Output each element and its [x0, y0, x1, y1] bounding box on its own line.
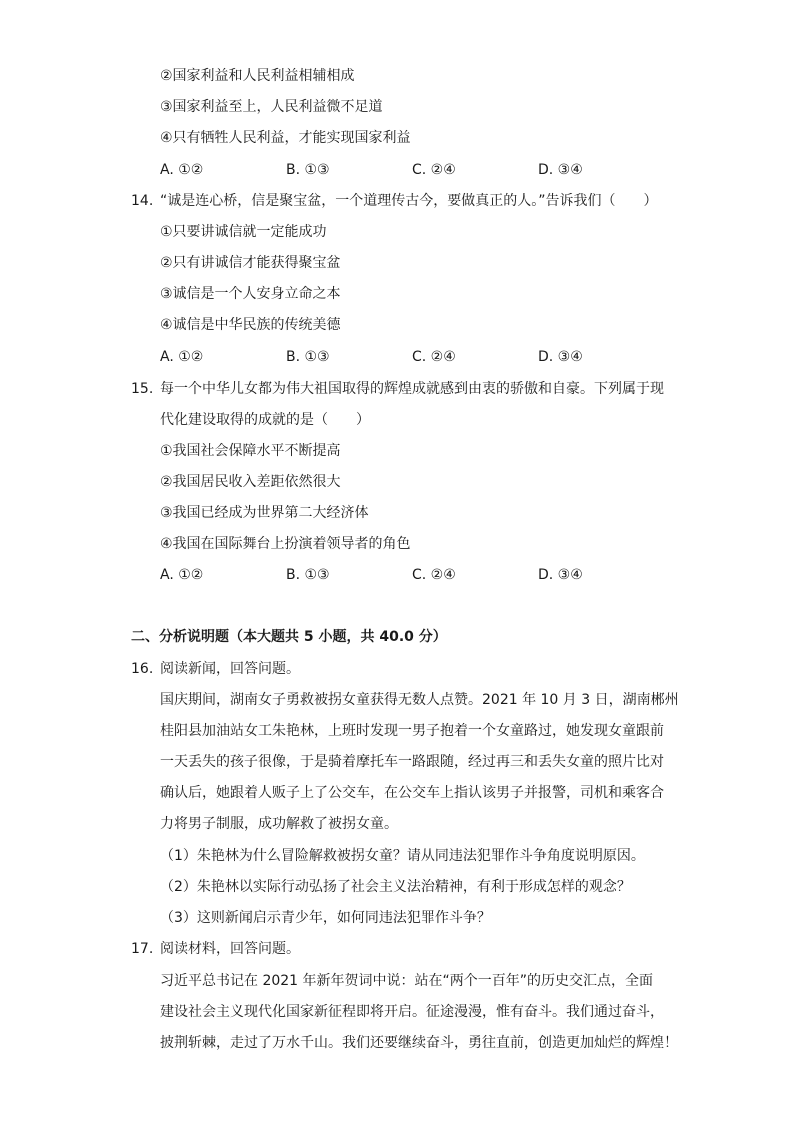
q15-item-3: ③我国已经成为世界第二大经济体	[160, 505, 369, 521]
q15-item-2: ②我国居民收入差距依然很大	[160, 474, 341, 490]
q16-passage-line-1: 国庆期间，湖南女子勇救被拐女童获得无数人点赞。2021 年 10 月 3 日，湖南郴州	[160, 692, 679, 708]
q16-subquestion-2: （2）朱艳林以实际行动弘扬了社会主义法治精神，有利于形成怎样的观念？	[160, 879, 631, 895]
q14-option-b: B. ①③	[286, 349, 330, 365]
q15-option-d: D. ③④	[538, 567, 583, 583]
q13-option-a: A. ①②	[160, 162, 204, 178]
q14-option-d: D. ③④	[538, 349, 583, 365]
q14-option-a: A. ①②	[160, 349, 204, 365]
q15-option-a: A. ①②	[160, 567, 204, 583]
q14-stem: “诚是连心桥，信是聚宝盆，一个道理传古今，要做真正的人。”告诉我们（ ）	[160, 193, 658, 209]
section-2-title: 二、分析说明题（本大题共 5 小题，共 40.0 分）	[131, 629, 447, 645]
q14-option-c: C. ②④	[412, 349, 456, 365]
q14-item-3: ③诚信是一个人安身立命之本	[160, 286, 341, 302]
q14-item-1: ①只要讲诚信就一定能成功	[160, 224, 327, 240]
q13-item-2: ②国家利益和人民利益相辅相成	[160, 68, 355, 84]
q14-number: 14.	[131, 193, 154, 209]
q14-item-2: ②只有讲诚信才能获得聚宝盆	[160, 255, 341, 271]
q15-item-4: ④我国在国际舞台上扮演着领导者的角色	[160, 536, 411, 552]
q16-subquestion-1: （1）朱艳林为什么冒险解救被拐女童？请从同违法犯罪作斗争角度说明原因。	[160, 848, 645, 864]
q16-number: 16.	[131, 661, 154, 677]
q13-item-4: ④只有牺牲人民利益，才能实现国家利益	[160, 130, 411, 146]
q16-passage-line-4: 确认后，她跟着人贩子上了公交车，在公交车上指认该男子并报警，司机和乘客合	[160, 785, 664, 801]
q17-passage-line-2: 建设社会主义现代化国家新征程即将开启。征途漫漫，惟有奋斗。我们通过奋斗，	[160, 1004, 664, 1020]
q13-option-d: D. ③④	[538, 162, 583, 178]
q15-option-c: C. ②④	[412, 567, 456, 583]
q15-stem-line-2: 代化建设取得的成就的是（ ）	[160, 412, 370, 428]
q13-option-b: B. ①③	[286, 162, 330, 178]
q15-stem-line-1: 每一个中华儿女都为伟大祖国取得的辉煌成就感到由衷的骄傲和自豪。下列属于现	[160, 381, 664, 397]
q17-passage-line-3: 披荆斩棘，走过了万水千山。我们还要继续奋斗，勇往直前，创造更加灿烂的辉煌！	[160, 1035, 678, 1051]
q13-item-3: ③国家利益至上，人民利益微不足道	[160, 99, 383, 115]
q16-passage-line-5: 力将男子制服，成功解救了被拐女童。	[160, 816, 398, 832]
q17-number: 17.	[131, 941, 154, 957]
q15-number: 15.	[131, 381, 154, 397]
q16-passage-line-3: 一天丢失的孩子很像，于是骑着摩托车一路跟随，经过再三和丢失女童的照片比对	[160, 754, 664, 770]
q16-passage-line-2: 桂阳县加油站女工朱艳林，上班时发现一男子抱着一个女童路过，她发现女童跟前	[160, 723, 664, 739]
q13-option-c: C. ②④	[412, 162, 456, 178]
q16-stem: 阅读新闻，回答问题。	[160, 661, 300, 677]
q15-option-b: B. ①③	[286, 567, 330, 583]
q17-passage-line-1: 习近平总书记在 2021 年新年贺词中说：站在“两个一百年”的历史交汇点，全面	[160, 973, 654, 989]
q14-item-4: ④诚信是中华民族的传统美德	[160, 317, 341, 333]
q17-stem: 阅读材料，回答问题。	[160, 941, 300, 957]
q15-item-1: ①我国社会保障水平不断提高	[160, 443, 341, 459]
q16-subquestion-3: （3）这则新闻启示青少年，如何同违法犯罪作斗争？	[160, 910, 491, 926]
